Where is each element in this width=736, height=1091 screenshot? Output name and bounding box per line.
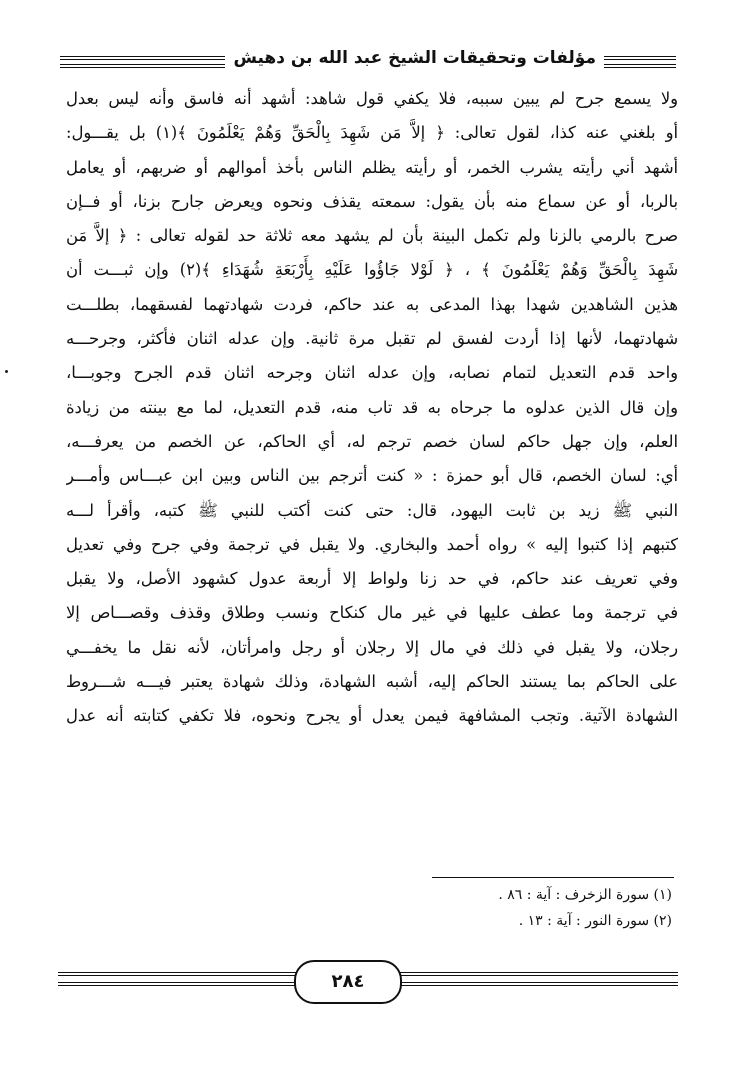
body-line: ولا يسمع جرح لم يبين سببه، فلا يكفي قول شاهد: أشهد أنه فاسق وأنه ليس بعدل bbox=[66, 89, 678, 108]
page-footer bbox=[58, 958, 678, 1008]
footnote-2: (٢) سورة النور : آية : ١٣ . bbox=[518, 913, 672, 929]
body-text bbox=[66, 82, 678, 734]
body-line: كتبهم إذا كتبوا إليه » رواه أحمد والبخاري. ولا يقبل في ترجمة وفي جرح وفي تعديل bbox=[66, 534, 678, 554]
body-line: وفي تعريف عند حاكم، في حد زنا ولواط إلا أربعة عدول كشهود الأصل، ولا يقبل bbox=[66, 569, 678, 589]
body-line: شَهِدَ بِالْحَقِّ وَهُمْ يَعْلَمُونَ ﴾ ، ﴿ لَوْلا جَاؤُوا عَلَيْهِ بِأَرْبَعَةِ شُهَدَاءِ ﴾(٢) وإن ثبـــت أن bbox=[66, 260, 678, 280]
body-line: في ترجمة وما عطف عليها في غير مال كنكاح ونسب وطلاق وقذف وقصـــاص إلا bbox=[66, 603, 678, 623]
body-line: النبي ﷺ زيد بن ثابت اليهود، قال: حتى كنت أكتب للنبي ﷺ كتبه، وأقرأ لـــه bbox=[66, 500, 678, 520]
footnote-separator bbox=[432, 877, 674, 878]
page-number: ٢٨٤ bbox=[294, 960, 402, 1004]
footnotes bbox=[498, 882, 672, 934]
body-line: أشهد أني رأيته يشرب الخمر، أو رأيته يظلم الناس بأخذ أموالهم أو ضربهم، أو يعامل bbox=[66, 157, 678, 177]
body-line: العلم، وإن جهل حاكم لسان خصم ترجم له، أي الحاكم، عن الخصم من يعرفـــه، bbox=[66, 431, 678, 451]
body-line: هذين الشاهدين شهدا بهذا المدعى به عند حاكم، فردت شهادتهما لفسقهما، بطلـــت bbox=[66, 294, 678, 314]
body-line: شهادتهما، لأنها إذا أردت لفسق لم تقبل مرة ثانية. وإن عدله اثنان فأكثر، وجرحـــه bbox=[66, 329, 678, 349]
body-line: أي: لسان الخصم، قال أبو حمزة : « كنت أترجم بين الناس وبين ابن عبـــاس وأمـــر bbox=[66, 466, 678, 486]
body-line: الشهادة الآتية. وتجب المشافهة فيمن يعدل أو يجرح ونحوه، فلا تكفي كتابته أنه عدل bbox=[66, 706, 678, 726]
body-line: صرح بالرمي بالزنا ولم تكمل البينة بأن لم يشهد معه ثلاثة حد لقوله تعالى : ﴿ إلاَّ مَن bbox=[66, 226, 678, 246]
page-header bbox=[60, 44, 676, 84]
body-line: أو بلغني عنه كذا، لقول تعالى: ﴿ إلاَّ مَن شَهِدَ بِالْحَقِّ وَهُمْ يَعْلَمُونَ ﴾(١) بل يقـــول: bbox=[66, 123, 678, 143]
body-line: رجلان، ولا يقبل في ذلك في مال إلا رجلان أو رجل وامرأتان، لأنه نقل ما يخفـــي bbox=[66, 637, 678, 657]
body-line: بالربا، أو عن سماع منه بأن يقول: سمعته يقذف ونحوه ويعرض جارح بزنا، أو فــإن bbox=[66, 191, 678, 211]
body-line: وإن قال الذين عدلوه ما جرحاه به قد تاب منه، قدم التعديل، لما مع بينته من زيادة bbox=[66, 397, 678, 417]
margin-dot bbox=[5, 370, 8, 373]
body-line: واحد قدم التعديل لتمام نصابه، وإن عدله اثنان وجرحه اثنان قدم الجرح وجوبـــا، bbox=[66, 363, 678, 383]
body-line: على الحاكم بما يستند الحاكم إليه، أشبه الشهادة، وذلك شهادة يعتبر فيـــه شـــروط bbox=[66, 672, 678, 692]
header-title: مؤلفات وتحقيقات الشيخ عبد الله بن دهيش bbox=[225, 48, 604, 68]
footnote-1: (١) سورة الزخرف : آية : ٨٦ . bbox=[498, 887, 672, 903]
